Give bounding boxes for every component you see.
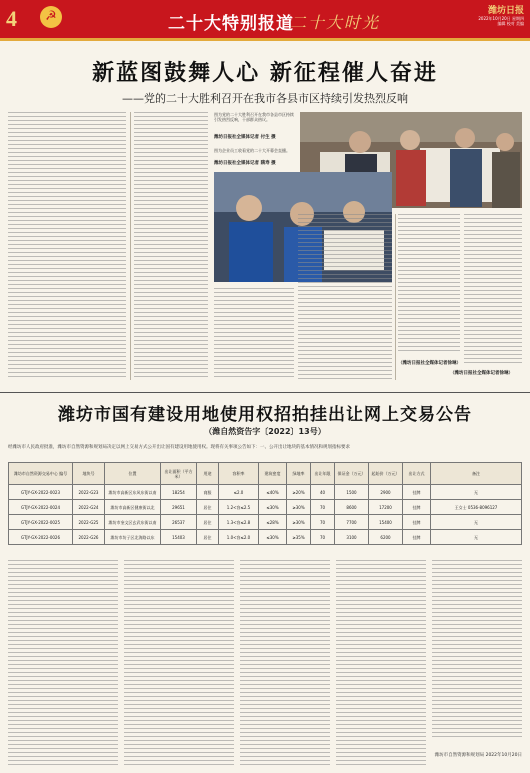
masthead-info <box>416 3 524 26</box>
column-rule <box>130 112 131 380</box>
table-row <box>9 485 522 500</box>
notice-title: 潍坊市国有建设用地使用权招拍挂出让网上交易公告 <box>58 405 472 425</box>
table-cell: 2022-G25 <box>73 515 105 530</box>
table-cell: ≥30% <box>287 500 311 515</box>
table-cell: 居住 <box>197 515 219 530</box>
table-row <box>9 500 522 515</box>
table-header-row <box>9 463 522 485</box>
table-row <box>9 530 522 545</box>
table-cell: 70 <box>311 500 335 515</box>
table-cell: 2022-G23 <box>73 485 105 500</box>
table-header: 出让方式 <box>403 463 431 485</box>
table-header: 潍坊市自然资源交易中心 编号 <box>9 463 73 485</box>
table-cell: 无 <box>431 485 522 500</box>
table-cell: 居住 <box>197 500 219 515</box>
article-headline: 新蓝图鼓舞人心 新征程催人奋进 <box>92 60 438 86</box>
table-cell: ≥30% <box>287 515 311 530</box>
table-cell: 2900 <box>369 485 403 500</box>
table-cell: 挂牌 <box>403 515 431 530</box>
table-cell: 7700 <box>335 515 369 530</box>
article-corner-credit: （潍坊日报社全媒体记者徐琳） <box>450 371 513 376</box>
table-cell: ≥35% <box>287 530 311 545</box>
table-cell: 70 <box>311 515 335 530</box>
table-cell: 无 <box>431 515 522 530</box>
table-cell: 2022-G26 <box>73 530 105 545</box>
table-cell: 17200 <box>369 500 403 515</box>
table-cell: 挂牌 <box>403 500 431 515</box>
notice-column-2 <box>124 560 234 765</box>
table-header: 出让年限 <box>311 463 335 485</box>
table-cell: 1.0<容≤2.0 <box>219 530 259 545</box>
table-header: 容积率 <box>219 463 259 485</box>
article-column-2 <box>134 112 208 380</box>
table-cell: 1.2<容≤2.5 <box>219 500 259 515</box>
article-column-6 <box>464 214 522 364</box>
issue-date: 2022年10月20日 星期四 <box>478 16 524 21</box>
table-cell: 潍坊市坊子区北海路以东 <box>105 530 161 545</box>
table-cell: 70 <box>311 530 335 545</box>
table-header: 出让面积（平方米） <box>161 463 197 485</box>
table-cell: 挂牌 <box>403 485 431 500</box>
special-report-title: 二十大特别报道 <box>168 14 294 34</box>
notice-issuer: 潍坊市自然资源和规划局 2022年10月20日 <box>434 753 522 758</box>
table-cell: 40 <box>311 485 335 500</box>
table-cell: 1500 <box>335 485 369 500</box>
photo-bottom-caption: 图为企业员工收看党的二十大开幕会直播。 <box>214 148 290 153</box>
editor-line: 编辑 校对 美编 <box>497 21 524 26</box>
page-number: 4 <box>6 6 17 31</box>
table-header: 保证金（万元） <box>335 463 369 485</box>
notice-column-4 <box>336 560 426 765</box>
table-cell: ≤40% <box>259 485 287 500</box>
table-cell: 29651 <box>161 500 197 515</box>
table-header: 起始价（万元） <box>369 463 403 485</box>
table-cell: 潍坊市奎文区玄武东街以南 <box>105 515 161 530</box>
table-cell: GTJY-GX-2022-0024 <box>9 500 73 515</box>
table-cell: ≤30% <box>259 530 287 545</box>
article-column-3 <box>214 288 294 380</box>
article-subheadline: ——党的二十大胜利召开在我市各县市区持续引发热烈反响 <box>122 92 408 105</box>
table-row <box>9 515 522 530</box>
column-rule <box>395 214 396 380</box>
table-cell: 挂牌 <box>403 530 431 545</box>
notice-document-number: （潍自然资告字〔2022〕13号） <box>204 427 326 436</box>
photo-top-caption: 图为党的二十大胜利召开在我市各县市区持续引发热烈反响，干部群众热议。 <box>214 112 294 122</box>
table-cell: 15400 <box>369 515 403 530</box>
masthead <box>0 0 530 38</box>
table-cell: 18254 <box>161 485 197 500</box>
table-cell: ≤30% <box>259 500 287 515</box>
notice-column-1 <box>8 560 118 765</box>
table-cell: 潍坊市高新区东风东街以南 <box>105 485 161 500</box>
table-cell: ≤2.0 <box>219 485 259 500</box>
land-parcel-table <box>8 462 522 545</box>
article-column-1 <box>8 112 126 380</box>
masthead-divider <box>0 38 530 41</box>
table-cell: 2022-G24 <box>73 500 105 515</box>
table-header: 建筑密度 <box>259 463 287 485</box>
table-cell: 1.3<容≤2.8 <box>219 515 259 530</box>
table-cell: 王女士 0536-8096127 <box>431 500 522 515</box>
table-header: 用途 <box>197 463 219 485</box>
table-cell: GTJY-GX-2022-0025 <box>9 515 73 530</box>
notice-column-3 <box>240 560 330 765</box>
table-header: 位置 <box>105 463 161 485</box>
table-cell: GTJY-GX-2022-0026 <box>9 530 73 545</box>
table-cell: 居住 <box>197 530 219 545</box>
article-column-5 <box>398 214 460 354</box>
table-cell: 潍坊市高新区健康街以北 <box>105 500 161 515</box>
article-column-4 <box>298 214 392 380</box>
photo-bottom-credit: 潍坊日报社全媒体记者 隋寿 摄 <box>214 161 276 166</box>
table-cell: ≥20% <box>287 485 311 500</box>
paper-logo: 潍坊日报 <box>487 6 524 16</box>
table-cell: 15403 <box>161 530 197 545</box>
article-end-credit: （潍坊日报社全媒体记者徐琳） <box>398 361 461 366</box>
table-header: 地块号 <box>73 463 105 485</box>
photo-top-credit: 潍坊日报社全媒体记者 付生 摄 <box>214 135 276 140</box>
table-cell: 商服 <box>197 485 219 500</box>
table-cell: 26537 <box>161 515 197 530</box>
notice-intro: 经潍坊市人民政府批准，潍坊市自然资源和规划局决定以网上交易方式公开出让国有建设用地使用权。现将有关事项公告如下：一、公开出让地块的基本情况和规划指标要求 <box>8 445 350 450</box>
table-cell: GTJY-GX-2022-0023 <box>9 485 73 500</box>
table-cell: 6200 <box>369 530 403 545</box>
table-header: 备注 <box>431 463 522 485</box>
special-report-slogan: 二十大时光 <box>290 13 381 32</box>
table-cell: 无 <box>431 530 522 545</box>
notice-column-5 <box>432 560 522 740</box>
table-cell: 3100 <box>335 530 369 545</box>
table-header: 绿地率 <box>287 463 311 485</box>
section-divider <box>0 392 530 393</box>
table-cell: ≤28% <box>259 515 287 530</box>
table-cell: 8600 <box>335 500 369 515</box>
party-emblem-icon: ☭ <box>40 6 62 28</box>
